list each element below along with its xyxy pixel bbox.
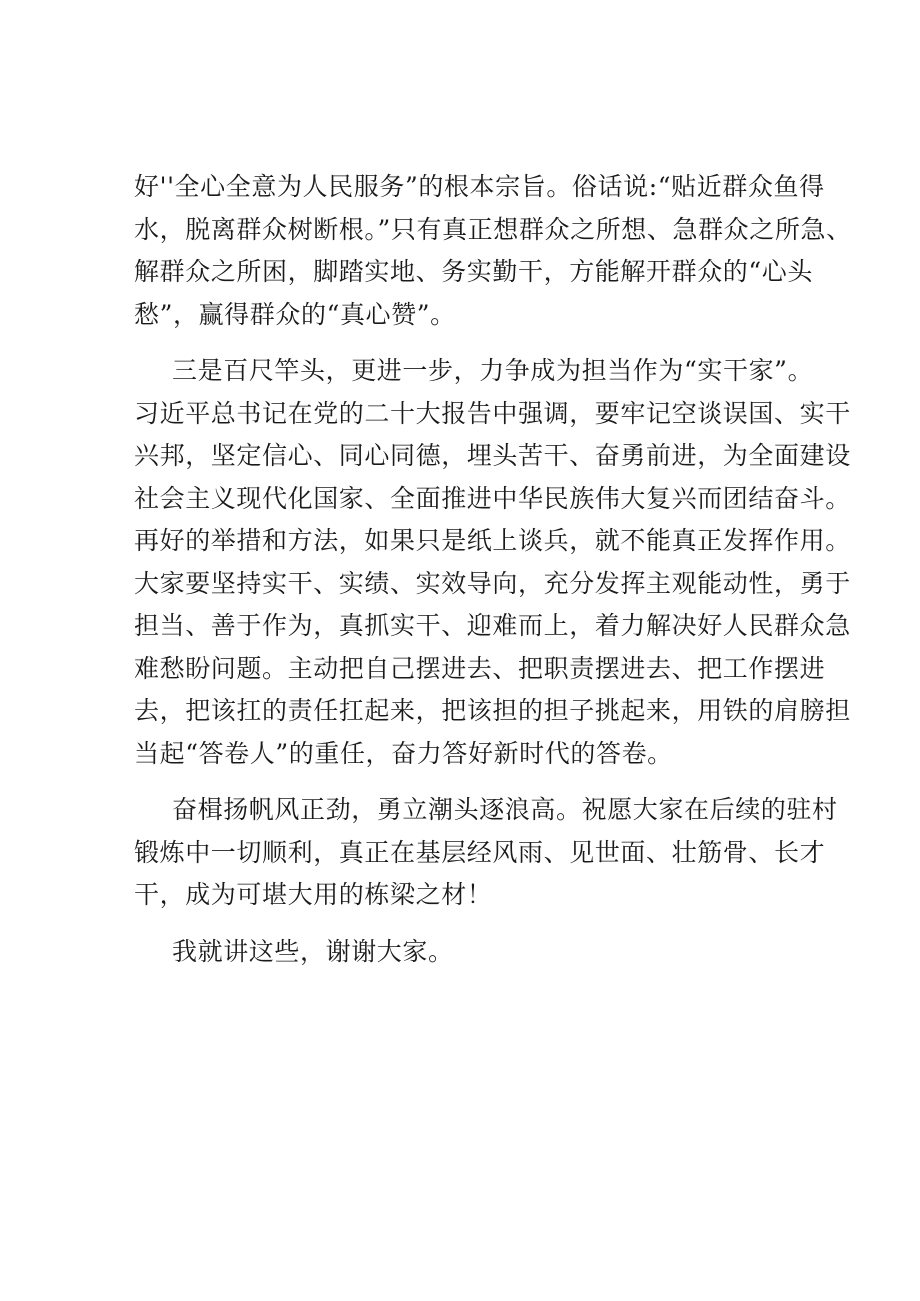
text-line: 习近平总书记在党的二十大报告中强调，要牢记空谈误国、实干 xyxy=(134,398,851,428)
text-line: 当起“答卷人”的重任，奋力答好新时代的答卷。 xyxy=(134,738,673,768)
text-line: 锻炼中一切顺利，真正在基层经风雨、见世面、壮筋骨、长才 xyxy=(134,837,826,867)
text-line: 好''全心全意为人民服务”的根本宗旨。俗话说:“贴近群众鱼得 xyxy=(134,172,825,201)
text-line: 社会主义现代化国家、全面推进中华民族伟大复兴而团结奋斗。 xyxy=(134,483,851,513)
paragraph-3 xyxy=(134,789,838,917)
text-line: 奋楫扬帆风正劲，勇立潮头逐浪高。祝愿大家在后续的驻村 xyxy=(172,795,838,824)
text-line: 去，把该扛的责任扛起来，把该担的担子挑起来，用铁的肩膀担 xyxy=(134,696,851,725)
text-line: 三是百尺竿头，更进一步，力争成为担当作为“实干家”。 xyxy=(172,356,814,385)
text-line: 水，脱离群众树断根。”只有真正想群众之所想、急群众之所急、 xyxy=(134,214,852,244)
document-body xyxy=(134,166,852,973)
paragraph-4 xyxy=(134,931,806,974)
text-line: 我就讲这些，谢谢大家。 xyxy=(172,936,454,966)
paragraph-2 xyxy=(134,350,851,775)
text-line: 解群众之所困，脚踏实地、务实勤干，方能解开群众的“心头 xyxy=(134,257,813,286)
text-line: 兴邦，坚定信心、同心同德，埋头苦干、奋勇前进，为全面建设 xyxy=(134,441,851,470)
paragraph-1 xyxy=(134,166,852,336)
text-line: 大家要坚持实干、实绩、实效导向，充分发挥主观能动性，勇于 xyxy=(134,568,851,598)
text-line: 愁”，赢得群众的“真心赞”。 xyxy=(134,299,456,329)
text-line: 再好的举措和方法，如果只是纸上谈兵，就不能真正发挥作用。 xyxy=(134,526,851,555)
text-line: 担当、善于作为，真抓实干、迎难而上，着力解决好人民群众急 xyxy=(134,611,851,640)
text-line: 难愁盼问题。主动把自己摆进去、把职责摆进去、把工作摆进 xyxy=(134,653,826,683)
text-line: 干，成为可堪大用的栋梁之材！ xyxy=(134,880,493,909)
